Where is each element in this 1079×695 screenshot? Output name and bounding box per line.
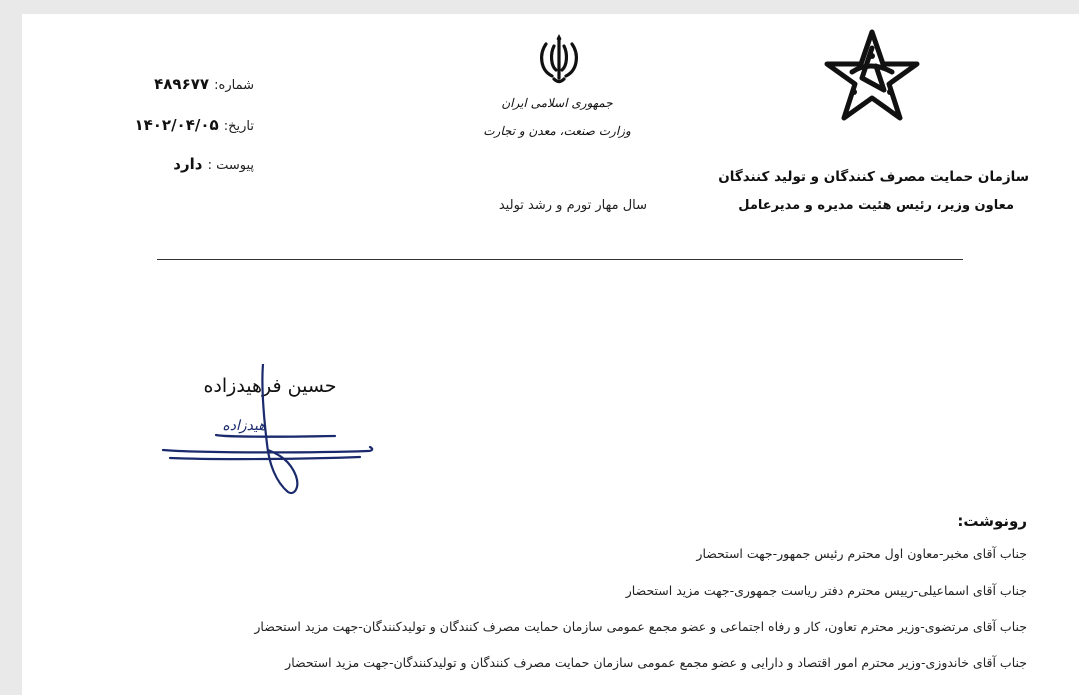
organization-name: سازمان حمایت مصرف کنندگان و تولید کنندگان xyxy=(718,169,1029,185)
letter-attachment-row xyxy=(104,154,254,173)
cc-line: جناب آقای مخبر-معاون اول محترم رئیس جمهور-جهت استحضار xyxy=(696,546,1027,561)
handwritten-signature-text: هیدزاده xyxy=(222,418,266,434)
year-slogan: سال مهار تورم و رشد تولید xyxy=(498,198,647,213)
letter-number-value: ۴۸۹۶۷۷ xyxy=(154,75,210,93)
letter-date-row xyxy=(104,115,254,134)
letter-date-label: تاریخ: xyxy=(223,119,254,134)
cc-line: جناب آقای اسماعیلی-رییس محترم دفتر ریاست جمهوری-جهت مزید استحضار xyxy=(625,583,1027,598)
letter-number-label: شماره: xyxy=(214,78,254,93)
sender-title: معاون وزیر، رئیس هئیت مدیره و مدیرعامل xyxy=(738,198,1014,213)
cc-heading: رونوشت: xyxy=(957,512,1027,530)
emblem-line-country: جمهوری اسلامی ایران xyxy=(501,96,613,110)
letter-attachment-label: پیوست : xyxy=(207,158,254,173)
emblem-line-ministry: وزارت صنعت، معدن و تجارت xyxy=(483,124,631,138)
letter-attachment-value: دارد xyxy=(173,155,203,173)
letter-number-row xyxy=(104,74,254,93)
signer-name: حسین فرهیدزاده xyxy=(203,375,337,397)
national-emblem-icon xyxy=(537,32,581,88)
organization-logo-icon xyxy=(822,26,922,126)
letter-date-value: ۱۴۰۲/۰۴/۰۵ xyxy=(134,116,219,134)
handwritten-signature xyxy=(160,364,375,499)
cc-line: جناب آقای خاندوزی-وزیر محترم امور اقتصاد و دارایی و عضو مجمع عمومی سازمان حمایت مصرف کنندگان و تولیدکنندگان-جهت مزید استحضار xyxy=(285,655,1027,670)
header-divider xyxy=(157,259,963,260)
cc-line: جناب آقای مرتضوی-وزیر محترم تعاون، کار و رفاه اجتماعی و عضو مجمع عمومی سازمان حمایت مصرف کنندگان و تولیدکنندگان-جهت مزید استحضار xyxy=(254,619,1027,634)
letter-page xyxy=(22,14,1079,695)
